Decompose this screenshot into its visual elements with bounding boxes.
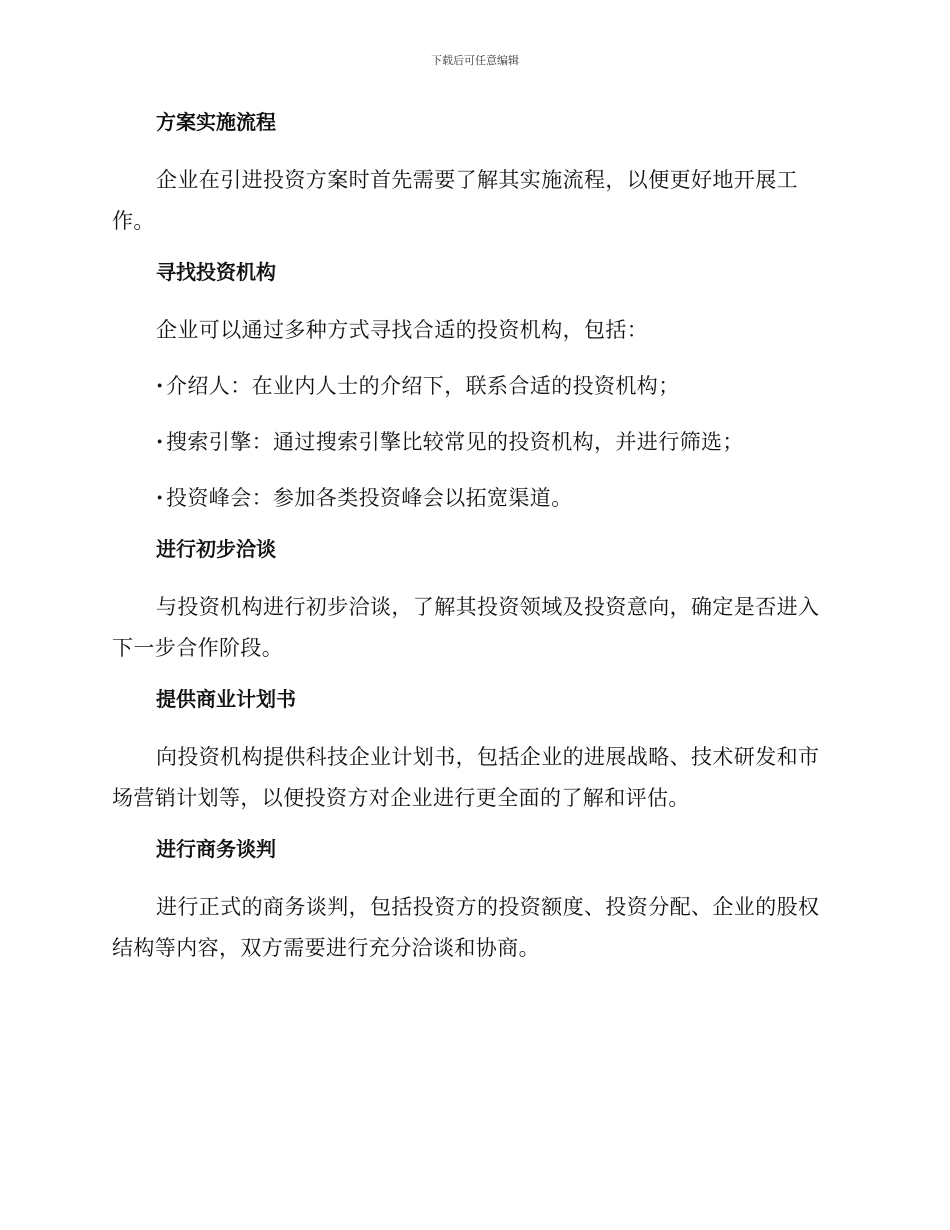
section-heading: 进行初步洽谈	[156, 537, 276, 561]
bullet-dot-icon: ·	[156, 429, 164, 454]
bullet-item	[112, 421, 836, 463]
bullet-item	[112, 477, 836, 519]
section-heading: 寻找投资机构	[156, 260, 276, 284]
bullet-text: 投资峰会：参加各类投资峰会以拓宽渠道。	[166, 486, 573, 510]
section-heading: 方案实施流程	[156, 110, 276, 134]
bullet-text: 搜索引擎：通过搜索引擎比较常见的投资机构，并进行筛选；	[166, 430, 744, 454]
section-heading: 进行商务谈判	[156, 837, 276, 861]
section-paragraph: 企业在引进投资方案时首先需要了解其实施流程，以便更好地开展工作。	[112, 168, 798, 233]
section-paragraph: 与投资机构进行初步洽谈，了解其投资领域及投资意向，确定是否进入下一步合作阶段。	[112, 595, 820, 660]
section-heading: 提供商业计划书	[156, 687, 296, 711]
bullet-dot-icon: ·	[156, 485, 164, 510]
document-body	[112, 108, 836, 969]
bullet-item	[112, 365, 836, 407]
page-header: 下载后可任意编辑	[431, 54, 519, 67]
bullet-text: 介绍人：在业内人士的介绍下，联系合适的投资机构；	[166, 374, 680, 398]
section-paragraph: 进行正式的商务谈判，包括投资方的投资额度、投资分配、企业的股权结构等内容，双方需要进行充分洽谈和协商。	[112, 895, 820, 960]
section-paragraph: 企业可以通过多种方式寻找合适的投资机构，包括：	[156, 318, 649, 342]
section-paragraph: 向投资机构提供科技企业计划书，包括企业的进展战略、技术研发和市场营销计划等，以便投资方对企业进行更全面的了解和评估。	[112, 745, 820, 810]
bullet-dot-icon: ·	[156, 373, 164, 398]
